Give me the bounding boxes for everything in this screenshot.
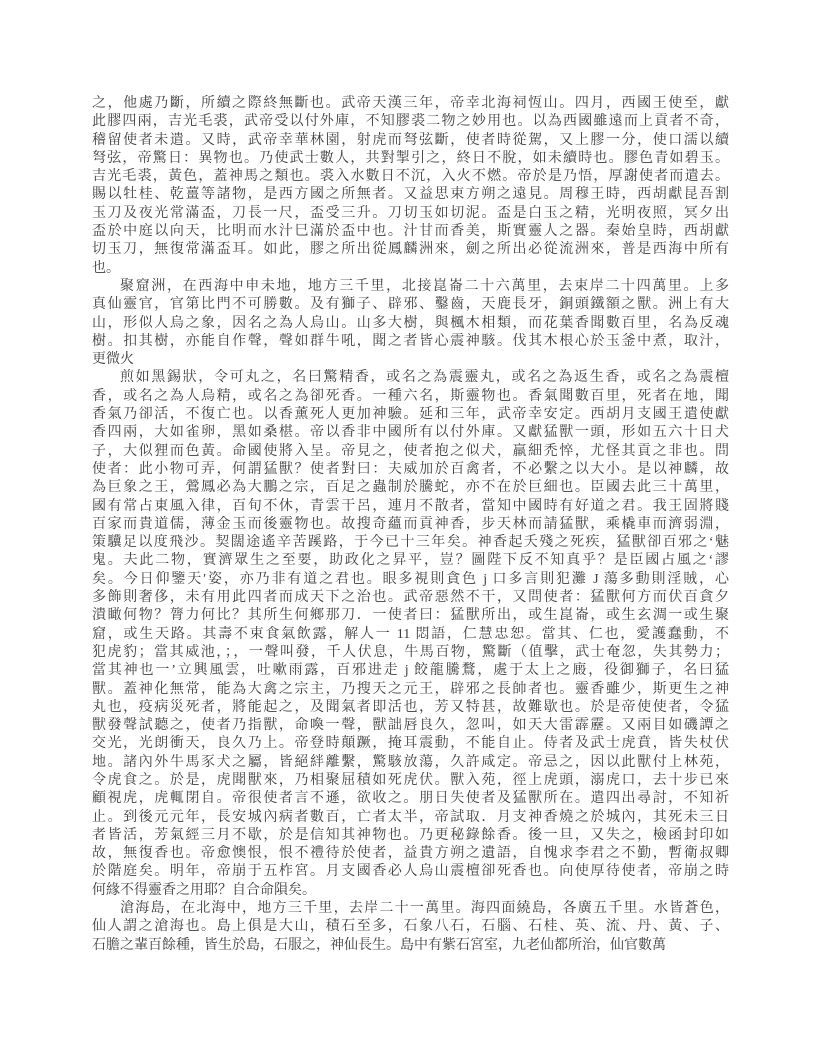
text-line: 地。諸內外牛馬豕犬之屬，皆絕絆離繫，驚駭放蕩，久許咸定。帝忌之，因以此獸付上林苑， xyxy=(92,754,729,770)
text-line: 盃於中庭以向天，比明而水汁巳滿於盃中也。汁甘而香美，斯實靈人之器。秦始皇時，西胡獻 xyxy=(92,224,729,240)
text-line: 當其神也一’立興風雲，吐嗽雨露，百邪进走 j 餃龍騰鶩，處于太上之廄，役御獅子，名曰猛 xyxy=(92,663,729,679)
text-line: 香，或名之為人烏精，或名之為卻死香。一種六名，斯靈物也。香氣聞數百里，死者在地，聞 xyxy=(92,388,729,404)
text-line: 真仙靈官，官第比門不可勝數。及有獅子、辟邪、鑿齒，天鹿長牙，銅頭鐵額之獸。洲上有大 xyxy=(92,297,729,313)
text-line: 交光，光朗衝天，良久乃上。帝登時顛蹶，掩耳震動，不能自止。侍者及武士虎賁，皆失杖伏 xyxy=(92,736,729,752)
text-line: 弩弦，帝驚日：異物也。乃使武士數人，共對掣引之，終日不脫，如未續時也。膠色青如碧玉。 xyxy=(92,150,729,166)
text-line: 吉光毛裘，黃色，蓋神馬之類也。裘入水數日不沉，入火不燃。帝於是乃悟，厚謝使者而遣去。 xyxy=(92,169,729,185)
text-line: 樹。扣其樹，亦能自作聲，聲如群牛吼，聞之者皆心震神駭。伐其木根心於玉釜中煮，取汁， xyxy=(92,333,729,349)
text-line: 止。到後元元年，長安城內病者數百，亡者太半，帝試取．月支神香燒之於城內，其死未三日 xyxy=(92,809,729,825)
text-line: 鬼。夫此二物，實濟眾生之至要，助政化之昇平，豈？圖陛下反不知真乎？是臣國占風之‘謬 xyxy=(92,553,729,569)
text-line: 聚窟洲，在西海中申未地，地方三千里，北接崑崙二十六萬里，去束岸二十四萬里。上多 xyxy=(120,278,729,294)
text-line: 玉刀及夜光常滿盃，刀長一尺，盃受三升。刀切玉如切泥。盃是白玉之精，光明夜照，冥夕出 xyxy=(92,205,729,221)
text-line: 策驥足以度飛沙。契闊途遙辛苦蹊路，于今已十三年矣。神香起夭殘之死疾，猛獸卻百邪之‘魅 xyxy=(92,535,729,551)
text-line: 顧視虎，虎輒閉自。帝很使者言不遜，欲收之。朋日失使者及猛獸所在。遣四出尋討，不知祈 xyxy=(92,791,729,807)
text-line: 犯虎豹；當其威池，；，一聲叫發，千人伏息，牛馬百物，驚斷（值擊，武士奄忽，失其勢力； xyxy=(92,644,729,660)
text-line: 獸。蓋神化無常，能為大禽之宗主，乃搜天之元王，辟邪之長帥者也。靈香雖少，斯更生之神 xyxy=(92,681,729,697)
text-line: 令虎食之。於是，虎聞獸來，乃相聚屈積如死虎伏。獸入苑，徑上虎頭，溺虎口，去十步已來 xyxy=(92,772,729,788)
document-text xyxy=(92,95,729,955)
paragraph xyxy=(92,900,729,955)
text-line: 山，形似人烏之象，因名之為人烏山。山多大樹，與楓木相類，而花葉香聞數百里，名為反魂 xyxy=(92,315,729,331)
text-line: 此膠四兩，吉光毛裘，武帝受以付外庫，不知膠裘二物之妙用也。以為西國雖遠而上貢者不奇， xyxy=(92,114,729,130)
text-line: 多飾則奢侈，未有用此四者而成天下之治也。武帝惡然不干，又問使者：猛獸何方而伏百貪夕 xyxy=(92,590,729,606)
text-line: 丸也，疫病災死者，將能起之，及聞氣者即活也，芳又特甚，故難歇也。於是帝使使者，令猛 xyxy=(92,699,729,715)
paragraph xyxy=(92,278,729,369)
text-line: 也。 xyxy=(92,260,120,276)
text-line: 稽留使者未遣。又時，武帝幸華林園，射虎而弩弦斷，使者時從駕，又上膠一分，使口濡以續 xyxy=(92,132,729,148)
text-line: 煎如黑錫狀，令可丸之，名曰驚精香，或名之為震靈丸，或名之為返生香，或名之為震檀 xyxy=(120,370,729,386)
text-line: 子，大似狸而色黃。命國使將入呈。帝見之，使者抱之似犬，羸細禿悴，尤怪其貢之非也。問 xyxy=(92,443,729,459)
text-line: 石膽之輩百餘種，皆生於島，石服之，神仙長生。島中有紫石宮室，九老仙都所治，仙官數萬 xyxy=(92,937,666,953)
text-line: 切玉刀，無復常滿盃耳。如此，膠之所出從鳳麟洲來，劍之所出必從流洲來，普是西海中所有 xyxy=(92,242,729,258)
text-line: 何緣不得靈香之用耶？自合命隕矣。 xyxy=(92,882,316,898)
text-line: 賜以牡桂、乾薑等諸物，是西方國之所無者。又益思束方朔之遠見。周穆王時，西胡獻昆吾割 xyxy=(92,187,729,203)
text-line: 獸發聲試聽之，使者乃指獸，命喚一聲，獸詘唇良久，忽叫，如天大雷霹靂。又兩目如磯譚之 xyxy=(92,718,729,734)
text-line: 仙人謂之滄海也。島上俱是大山，積石至多，石象八石，石腦、石桂、英、流、丹、黃、子、 xyxy=(92,919,729,935)
text-line: 香四兩，大如雀卵，黑如桑椹。帝以香非中國所有以付外庫。又獻猛獸一頭，形如五六十日犬 xyxy=(92,425,729,441)
text-line: 故，無復香也。帝愈懊恨，恨不禮待於使者，益貴方朔之遺語，自愧求李君之不勤，暫衛叔卿 xyxy=(92,846,729,862)
paragraph xyxy=(92,95,729,278)
paragraph xyxy=(92,369,729,900)
text-line: 更微火 xyxy=(92,352,134,368)
text-line: 之，他處乃斷，所續之際終無斷也。武帝天漢三年，帝幸北海祠恆山。四月，西國王使至，獻 xyxy=(92,96,729,111)
text-line: 於階庭矣。明年，帝崩于五柞宮。月支國香必人烏山震檀卻死香也。向使厚待使者，帝崩之時 xyxy=(92,864,729,880)
text-line: 百家而貴道儒，薄金玉而後靈物也。故搜奇蘊而貢神香，步天林而請猛獸，乘橇車而濟弱淵， xyxy=(92,516,729,532)
text-line: 國有常占東風入律，百旬不休，青雲干呂，連月不散者，當知中國時有好道之君。我王固將賤 xyxy=(92,498,729,514)
text-line: 香氣乃卻活，不復亡也。以香薰死人更加神驗。延和三年，武帝幸安定。西胡月支國王遣使獻 xyxy=(92,407,729,423)
text-line: 窟，或生天路。其壽不束食氣飲露，解人一 11 悶語，仁慧忠恕。當其、仁也，愛護蠢動，不 xyxy=(92,626,729,642)
text-line: 潰瞰何物？膂力何比？其所生何鄉那刀．一使者曰：猛獸所出，或生崑崙，或生玄淍一或生聚 xyxy=(92,608,729,624)
text-line: 者皆活，芳氣經三月不歇，於是信知其神物也。乃更秘錄餘香。後一旦，又失之，檢函封印如 xyxy=(92,827,729,843)
text-line: 矣。今日仰鑒天′姿，亦乃非有道之君也。眼多視則貪色 j 口多言則犯灘 J 蕩多動則淫賊，心 xyxy=(92,571,729,587)
text-line: 使者：此小物可弄，何謂猛獸？使者對曰：夫威加於百禽者，不必繫之以大小。是以神麟，故 xyxy=(92,461,729,477)
text-line: 滄海島，在北海中，地方三千里，去岸二十一萬里。海四面繞島，各廣五千里。水皆蒼色， xyxy=(120,901,729,917)
text-line: 為巨象之王，鶯鳳必為大鵬之宗，百足之蟲制於騰蛇，亦不在於巨細也。臣國去此三十萬里， xyxy=(92,480,729,496)
